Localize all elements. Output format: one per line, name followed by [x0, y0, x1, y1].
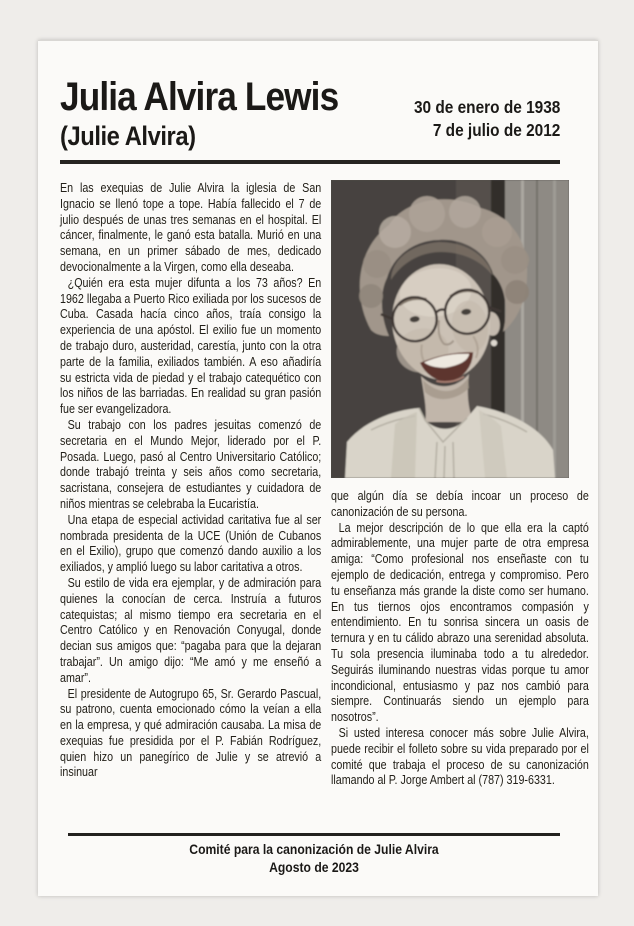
paragraph: Una etapa de especial actividad caritativa fue al ser nombrada presidenta de la UCE (Unión de Cubanos en el Exilio), grupo que comenzó dando auxilio a los exiliados, y amplió luego su labor caritativa a otros. — [60, 512, 322, 575]
life-dates — [414, 96, 560, 142]
paragraph: El presidente de Autogrupo 65, Sr. Gerardo Pascual, su patrono, cuenta emocionado cómo la veían a ella en la empresa, y qué admiración causaba. La misa de exequias fue presidida por el P. Fabián Rodríguez, quien hizo un panegírico de Julie y se atrevió a insinuar — [60, 686, 322, 780]
paragraph: ¿Quién era esta mujer difunta a los 73 años? En 1962 llegaba a Puerto Rico exiliada por los sucesos de Cuba. Casada hacía cinco años, traía consigo la experiencia de una apóstol. El exilio fue un momento de trabajo duro, austeridad, carestía, junto con la otra parte de la familia, exiliados también. A eso añadiría su estricta vida de piedad y el trabajo catequético con los niños de las barriadas. En realidad su gran pasión fue ser evangelizadora. — [60, 275, 322, 417]
birth-date: 30 de enero de 1938 — [413, 97, 560, 117]
right-column — [331, 489, 589, 789]
footer — [93, 841, 536, 876]
julie-alvira-photo — [331, 180, 569, 478]
footer-date: Agosto de 2023 — [269, 859, 359, 875]
page-title: Julia Alvira Lewis — [60, 75, 339, 119]
portrait-illustration — [331, 180, 569, 478]
death-date: 7 de julio de 2012 — [432, 120, 560, 140]
header-divider — [60, 160, 560, 164]
page-subtitle: (Julie Alvira) — [60, 121, 196, 151]
header — [60, 74, 338, 152]
scanned-page — [38, 40, 598, 896]
left-column — [60, 181, 321, 781]
paragraph: Su trabajo con los padres jesuitas comenzó de secretaria en el Mundo Mejor, liderado por el P. Posada. Luego, pasó al Centro Universitario Católico; donde trabajó treinta y seis años como secretaria, sacristana, consejera de estudiantes y cuidadora de niños mientras se celebraba la Eucaristía. — [60, 417, 322, 511]
footer-divider — [68, 833, 560, 836]
paragraph: En las exequias de Julie Alvira la iglesia de San Ignacio se llenó tope a tope. Había fallecido el 7 de julio después de unas tres semanas en el hospital. El cáncer, finalmente, le ganó esta batalla. Murió en una semana, en un primer sábado de mes, dedicado devocionalmente a la Virgen, como ella deseaba. — [60, 181, 322, 274]
paragraph: Si usted interesa conocer más sobre Julie Alvira, puede recibir el folleto sobre su vida preparado por el comité que trabaja el proceso de su canonización llamando al P. Jorge Ambert al (787) 319-6331. — [331, 725, 589, 788]
paragraph: que algún día se debía incoar un proceso de canonización de su persona. — [331, 489, 589, 519]
committee-line: Comité para la canonización de Julie Alvira — [189, 842, 439, 857]
paragraph: La mejor descripción de lo que ella era la captó admirablemente, una mujer parte de otra empresa amiga: “Como profesional nos enseñaste con tu ejemplo de dedicación, entrega y compromiso. Pero tu enseñanza más grande la diste como ser humano. En tus tiernos ojos encontramos compasión y entendimiento. En tu sonrisa sincera un oasis de ternura y en tu cálido abrazo una serenidad absoluta. Tu sola presencia iluminaba todo a tu alrededor. Seguirás iluminando nuestras vidas porque tu amor incondicional, entusiasmo y paz nos cambió para siempre. Continuarás siendo un ejemplo para nosotros”. — [331, 520, 589, 725]
paragraph: Su estilo de vida era ejemplar, y de admiración para quienes la conocían de cerca. Instruía a futuros catequistas; al mismo tiempo era secretaria en el Centro Católico y en Renovación Conyugal, donde decian sus amigos que: “pagaba para que la dejaran trabajar”. Un amigo dijo: “Me amó y me enseñó a amar”. — [60, 575, 322, 685]
